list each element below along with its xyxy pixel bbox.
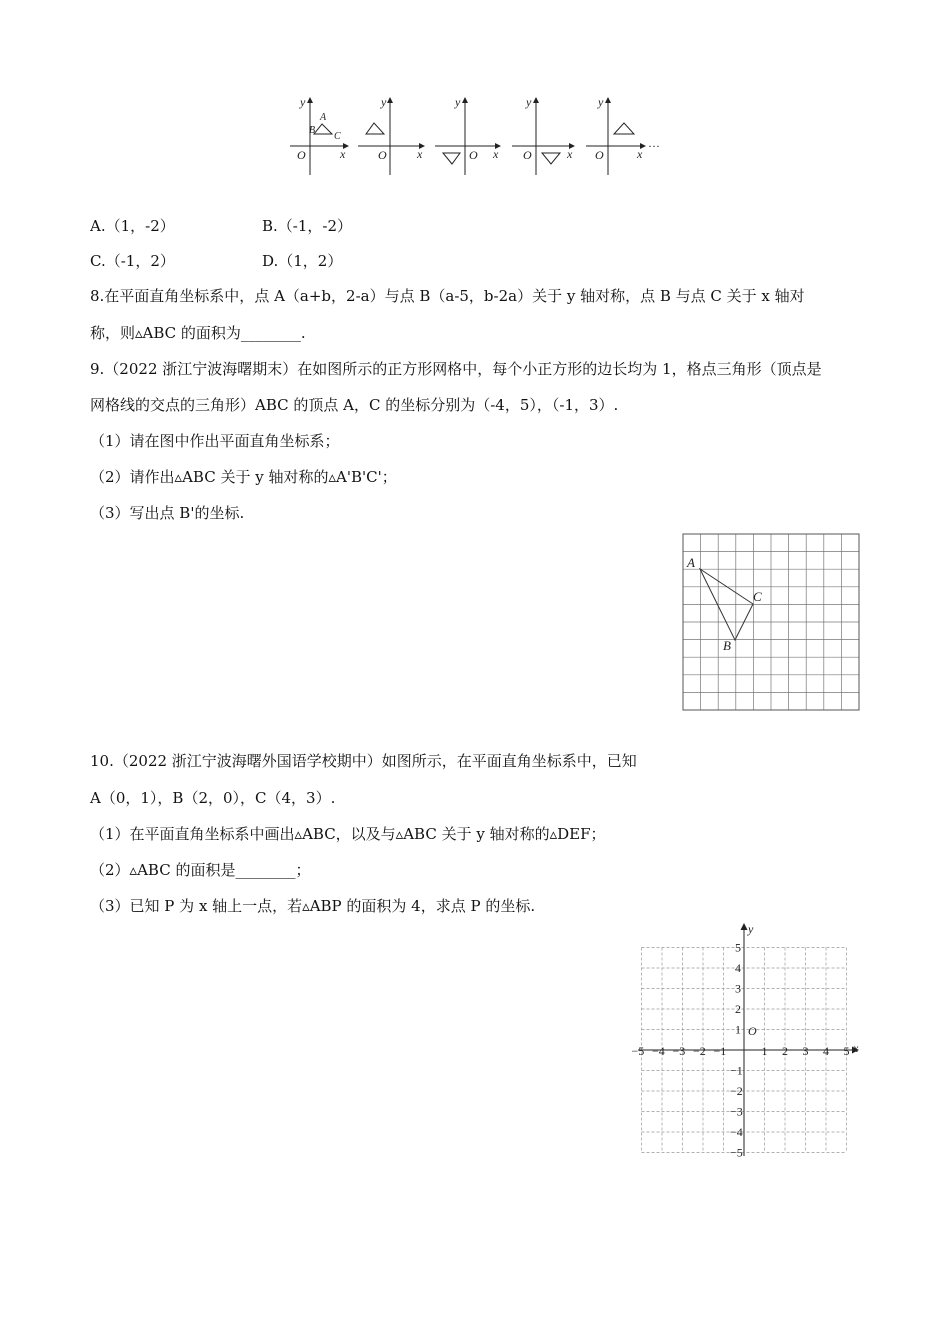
panel5-origin-label: O	[595, 148, 604, 162]
x-tick-label: 5	[843, 1044, 850, 1058]
y-tick-label: 1	[735, 1022, 741, 1037]
q9-line2: 网格线的交点的三角形）ABC 的顶点 A，C 的坐标分别为（-4，5），（-1，3）.	[90, 396, 619, 414]
y-tick-label: 2	[735, 1002, 741, 1016]
option-c: C.（-1，2）	[90, 252, 175, 270]
x-tick-label: −1	[713, 1044, 727, 1058]
grid-label-b: B	[723, 638, 731, 653]
panel1-label-a: A	[320, 112, 327, 123]
y-tick-label: 3	[735, 981, 741, 996]
q10-sub3: （3）已知 P 为 x 轴上一点，若▵ABP 的面积为 4，求点 P 的坐标.	[90, 897, 536, 915]
y-tick-label: −2	[730, 1084, 743, 1098]
x-tick-label: 3	[802, 1044, 809, 1058]
panel4-origin-label: O	[523, 148, 532, 162]
q10-line2: A（0，1），B（2，0），C（4，3）.	[90, 789, 336, 807]
y-tick-label: 5	[735, 940, 741, 955]
panel4-x-label: x	[567, 147, 573, 161]
panel3-x-label: x	[493, 147, 499, 161]
y-tick-label: −1	[730, 1063, 743, 1078]
grid-label-c: C	[753, 589, 762, 604]
q10-x-axis-label: x	[853, 1041, 859, 1055]
x-tick-label: 4	[823, 1044, 829, 1058]
panel3-origin-label: O	[469, 148, 478, 162]
q10-sub1: （1）在平面直角坐标系中画出▵ABC，以及与▵ABC 关于 y 轴对称的▵DEF；	[90, 825, 606, 843]
x-tick-label: 2	[782, 1044, 788, 1058]
q10-line1: 10.（2022 浙江宁波海曙外国语学校期中）如图所示，在平面直角坐标系中，已知	[90, 752, 637, 770]
panel2-x-label: x	[417, 147, 423, 161]
panel1-y-label: y	[300, 95, 306, 109]
q9-sub3: （3）写出点 B'的坐标.	[90, 504, 245, 522]
y-tick-label: −5	[730, 1145, 743, 1160]
panel2-origin-label: O	[378, 148, 387, 162]
x-tick-label: −3	[672, 1044, 686, 1058]
panel4-y-label: y	[526, 95, 532, 109]
q10-origin-label: O	[748, 1024, 757, 1038]
q10-sub2: （2）▵ABC 的面积是________；	[90, 861, 311, 879]
q9-sub1: （1）请在图中作出平面直角坐标系；	[90, 432, 340, 450]
q8-line1: 8.在平面直角坐标系中，点 A（a+b，2-a）与点 B（a-5，b-2a）关于 y 轴对称，点 B 与点 C 关于 x 轴对	[90, 287, 805, 305]
panel3-y-label: y	[455, 95, 461, 109]
option-a: A.（1，-2）	[90, 217, 175, 235]
top-figure	[280, 90, 680, 185]
y-tick-label: −3	[730, 1104, 743, 1119]
panel1-label-b: B	[309, 125, 316, 136]
ellipsis: ···	[648, 139, 660, 153]
q10-y-axis-label: y	[748, 922, 754, 936]
q9-line1: 9.（2022 浙江宁波海曙期末）在如图所示的正方形网格中，每个小正方形的边长均为 1，格点三角形（顶点是	[90, 360, 822, 378]
option-d: D.（1，2）	[262, 252, 343, 270]
q10-coordinate-grid	[620, 918, 870, 1163]
y-tick-label: −4	[730, 1125, 743, 1139]
q9-grid-figure	[682, 533, 862, 713]
x-tick-label: −5	[631, 1044, 645, 1058]
y-tick-label: 4	[735, 961, 741, 975]
q8-line2: 称，则▵ABC 的面积为________.	[90, 324, 306, 342]
x-tick-label: 1	[761, 1044, 768, 1058]
grid-label-a: A	[687, 555, 695, 570]
x-tick-label: −2	[693, 1044, 706, 1058]
option-b: B.（-1，-2）	[262, 217, 353, 235]
panel1-x-label: x	[340, 147, 346, 161]
panel2-y-label: y	[381, 95, 387, 109]
q9-sub2: （2）请作出▵ABC 关于 y 轴对称的▵A'B'C'；	[90, 468, 397, 486]
x-tick-label: −4	[652, 1044, 665, 1058]
panel1-label-c: C	[334, 131, 341, 142]
panel5-x-label: x	[637, 147, 643, 161]
panel1-origin-label: O	[297, 148, 306, 162]
panel5-y-label: y	[598, 95, 604, 109]
